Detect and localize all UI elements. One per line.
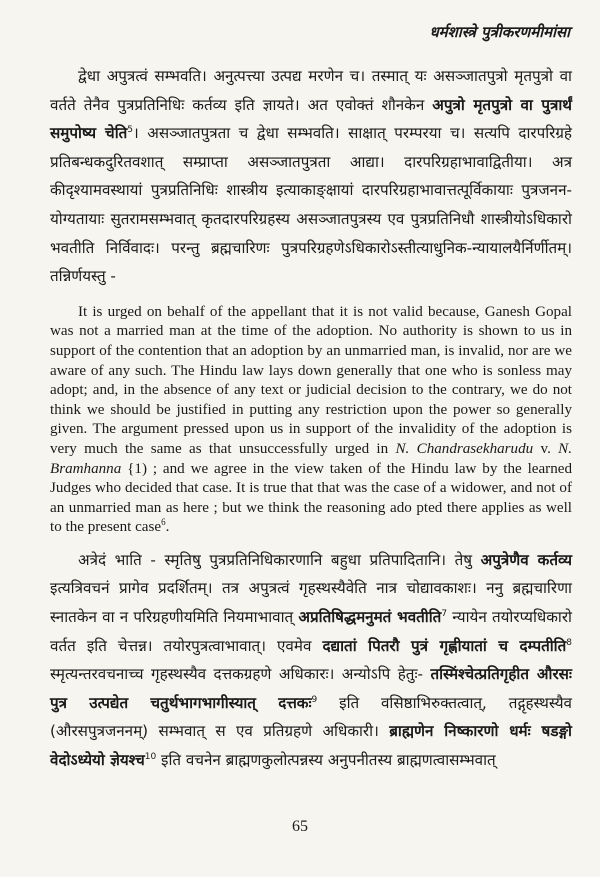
- text-run: इत्यत्रिवचनं प्रागेव प्रदर्शितम्। तत्र अपुत्रत्वं गृहस्थस्यैवेति नात्र चोद्यावकाशः। ननु ब्रह्मचारिणा स्नातकेन वा न परिग्रहणीयमिति नियमाभावात्: [50, 579, 572, 627]
- footnote-ref: 10: [144, 751, 157, 762]
- quotation-bold: अपुत्रेणैव कर्तव्य: [480, 550, 573, 569]
- quotation-bold: अपुत्रो मृतपुत्रो वा पुत्रार्थं समुपोष्य चेति: [50, 95, 572, 143]
- footnote-ref: 9: [311, 694, 318, 705]
- text-run: It is urged on behalf of the appellant that it is not valid because, Ganesh Gopal was not a married man at the time of the adoption. No authority is shown to us in support of the contention that an adoption by an unmarried man, is invalid, nor are we aware of any such. The Hindu law lays down generally that one who is sonless may adopt; and, in the absence of any text or judicial decision to the contrary, we do not think we should be justified in putting any restriction upon the power so generally given. The argument pressed upon us in support of the invalidity of the adoption is very much the same as that unsuccessfully urged in: [50, 303, 572, 457]
- case-name-italic: N. Bramhanna: [50, 440, 573, 477]
- text-run: इति वचनेन ब्राह्मणकुलोत्पन्नस्य अनुपनीतस्य ब्राह्मणत्वासम्भवात्: [156, 751, 496, 770]
- text-run: । असञ्जातपुत्रता च द्वेधा सम्भवति। साक्षात् परम्परया च। सत्यपि दारपरिग्रहे प्रतिबन्धकदुरितवशात् सम्प्राप्ता असञ्जातपुत्रता आद्या। दारपरिग्रहाभावाद्वितीया। अत्र कीदृश्यामवस्थायां पुत्रप्रतिनिधिः शास्त्रीय इत्याकाङ्क्षायां दारपरिग्रहाभावात्तत्पूर्विकायाः पुत्रजनन-योग्यतायाः सुतरामसम्भवात् कृतदारपरिग्रहस्य असञ्जातपुत्रस्य एव पुत्रप्रतिनिधौ शास्त्रीयोऽधिकारो भवतीति निर्विवादः। परन्तु ब्रह्मचारिणः पुत्रपरिग्रहणेऽधिकारोऽस्तीत्याधुनिक-न्यायालयैर्निर्णीतम्। तन्निर्णयस्तु -: [50, 124, 572, 286]
- case-name-italic: N. Chandrasekharudu: [395, 440, 534, 457]
- text-run: न्यायेन तयोरप्यधिकारो वर्तत इति चेत्तन्न। तयोरपुत्रत्वाभावात्। एवमेव: [50, 608, 572, 655]
- text-run: v.: [533, 440, 559, 457]
- quotation-bold: तस्मिंश्चेत्प्रतिगृहीत औरसः पुत्र उत्पद्येत चतुर्थभागभागीस्यात् दत्तकः: [50, 665, 572, 712]
- text-run: .: [165, 519, 170, 536]
- text-run: {1) ; and we agree in the view taken of the Hindu law by the learned Judges who decided that case. It is true that that was the case of a widower, and not of an unmarried man as here ; but we think the reasoning ado pted there applies as well to the present case: [50, 460, 572, 536]
- footnote-ref: 6: [161, 517, 166, 528]
- text-run: अत्रेदं भाति - स्मृतिषु पुत्रप्रतिनिधिकारणानि बहुधा प्रतिपादितानि। तेषु: [78, 550, 481, 569]
- sanskrit-paragraph-1: [50, 62, 572, 291]
- footnote-ref: 5: [127, 125, 134, 136]
- english-quotation: [50, 303, 572, 538]
- footnote-ref: 8: [566, 637, 572, 648]
- quotation-bold: ब्राह्मणेन निष्कारणो धर्मः षडङ्गो वेदोऽध्येयो ज्ञेयश्च: [50, 722, 572, 770]
- sanskrit-paragraph-2: [50, 546, 572, 775]
- text-run: द्वेधा अपुत्रत्वं सम्भवति। अनुत्पत्त्या उत्पद्य मरणेन च। तस्मात् यः असञ्जातपुत्रो मृतपुत्रो वा वर्तते तेनैव पुत्रप्रतिनिधिः कर्तव्य इति ज्ञायते। अत एवोक्तं शौनकेन: [50, 67, 572, 114]
- text-run: स्मृत्यन्तरवचनाच्च गृहस्थस्यैव दत्तकग्रहणे अधिकारः। अन्योऽपि हेतुः-: [50, 665, 431, 684]
- running-header: धर्मशास्त्रे पुत्रीकरणमीमांसा: [429, 23, 570, 41]
- page-body: [50, 62, 572, 775]
- quotation-bold: अप्रतिषिद्धमनुमतं भवतीति: [298, 608, 442, 627]
- footnote-ref: 7: [441, 609, 448, 619]
- quotation-bold: दद्यातां पितरौ पुत्रं गृह्णीयातां च दम्पतीति: [322, 636, 567, 655]
- text-run: इति वसिष्ठाभिरुक्तत्वात्, तद्गृहस्थस्यैव (औरसपुत्रजननम्) सम्भवात् स एव प्रतिग्रहणे अधिकारी।: [50, 693, 572, 741]
- page-number: 65: [292, 818, 308, 835]
